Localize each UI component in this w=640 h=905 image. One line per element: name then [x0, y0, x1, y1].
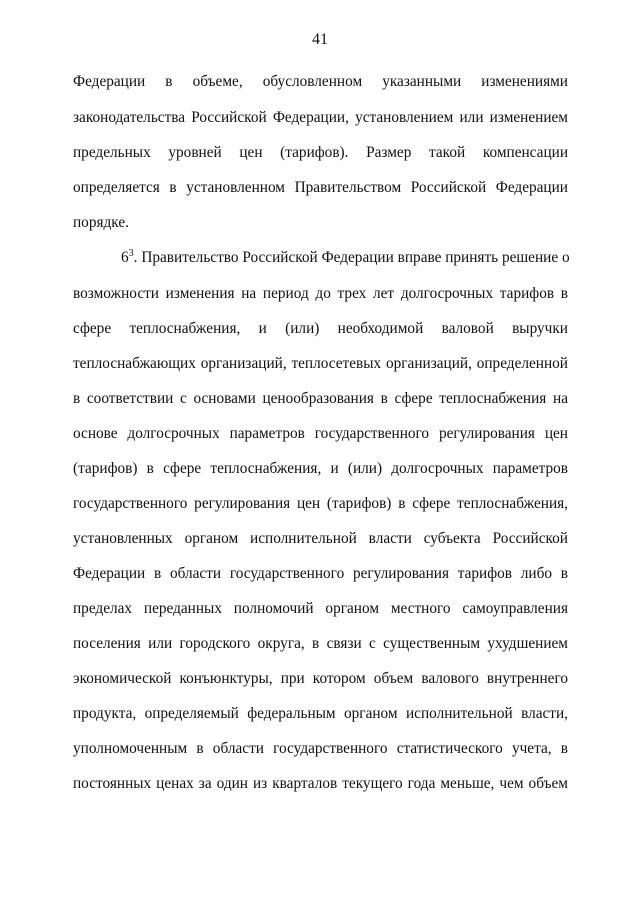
- text-line: установленных органом исполнительной власти субъекта Российской: [73, 530, 568, 547]
- text-line: постоянных ценах за один из кварталов текущего года меньше, чем объем: [73, 775, 568, 792]
- text-line: Федерации в объеме, обусловленном указанными изменениями: [73, 73, 568, 90]
- text-line: уполномоченным в области государственного статистического учета, в: [73, 740, 568, 757]
- text-line: государственного регулирования цен (тарифов) в сфере теплоснабжения,: [73, 495, 568, 512]
- text-line: порядке.: [73, 214, 129, 231]
- paragraph-first-line: $6^3$. Правительство Российской Федерации вправе принять решение о: [121, 247, 570, 266]
- text-line: Федерации в области государственного регулирования тарифов либо в: [73, 565, 568, 582]
- text-line: определяется в установленном Правительством Российской Федерации: [73, 179, 568, 196]
- text-line: поселения или городского округа, в связи с существенным ухудшением: [73, 635, 568, 652]
- text-line: пределах переданных полномочий органом местного самоуправления: [73, 600, 568, 617]
- page-number: 41: [312, 31, 328, 48]
- text-line: законодательства Российской Федерации, установлением или изменением: [73, 109, 568, 126]
- text-line: в соответствии с основами ценообразования в сфере теплоснабжения на: [73, 390, 568, 407]
- paragraph-marker: $6^3$.: [121, 247, 142, 266]
- text-line: продукта, определяемый федеральным органом исполнительной власти,: [73, 705, 568, 722]
- text-line: экономической конъюнктуры, при котором объем валового внутреннего: [73, 670, 568, 687]
- text-line: сфере теплоснабжения, и (или) необходимой валовой выручки: [73, 320, 568, 337]
- text-line: основе долгосрочных параметров государственного регулирования цен: [73, 425, 568, 442]
- text-line: теплоснабжающих организаций, теплосетевых организаций, определенной: [73, 355, 568, 372]
- text-line: предельных уровней цен (тарифов). Размер такой компенсации: [73, 144, 568, 161]
- text-line: возможности изменения на период до трех лет долгосрочных тарифов в: [73, 285, 568, 302]
- text-line: (тарифов) в сфере теплоснабжения, и (или) долгосрочных параметров: [73, 460, 568, 477]
